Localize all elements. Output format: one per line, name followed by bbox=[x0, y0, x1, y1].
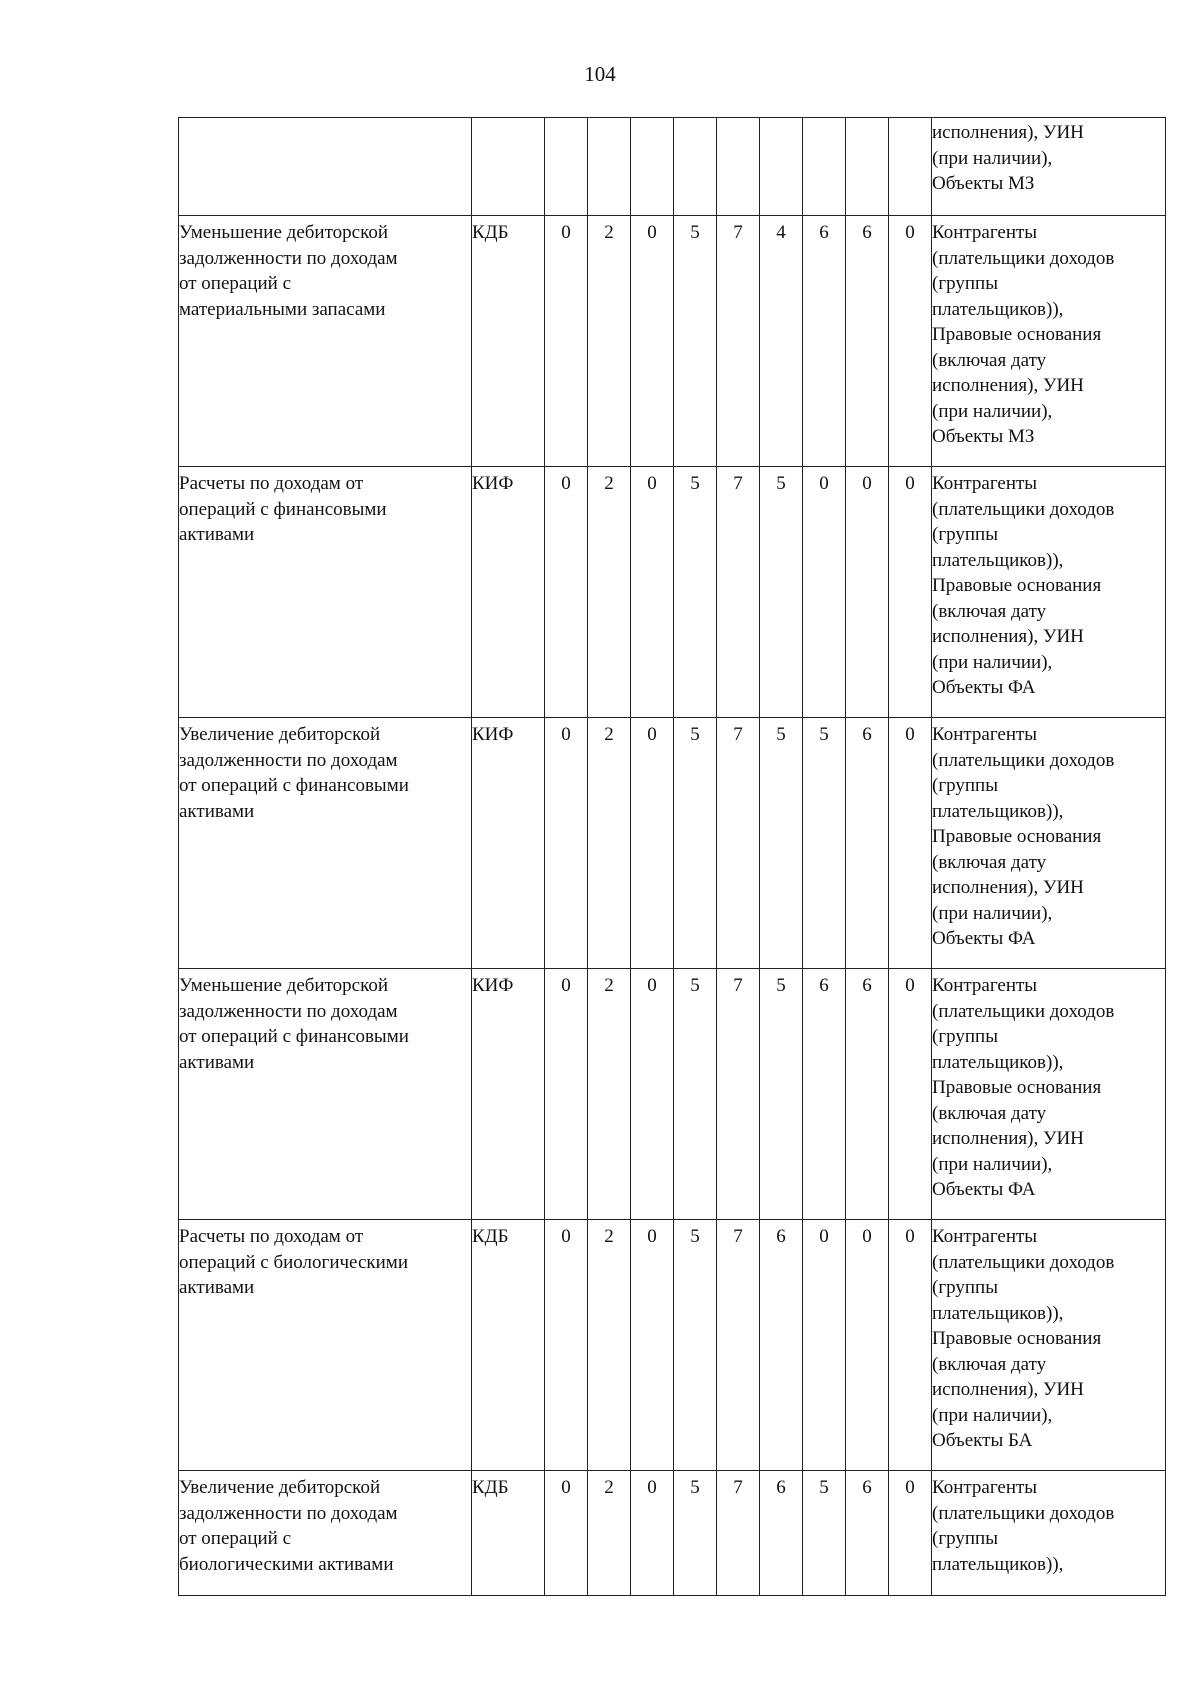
digit-cell: 6 bbox=[846, 216, 889, 467]
digit-cell: 5 bbox=[760, 969, 803, 1220]
digit-cell: 5 bbox=[674, 467, 717, 718]
digit-cell: 5 bbox=[674, 969, 717, 1220]
name-line: Расчеты по доходам от bbox=[179, 473, 364, 494]
digit-cell bbox=[760, 118, 803, 216]
name-cell bbox=[179, 718, 472, 969]
name-line: активами bbox=[179, 1051, 255, 1073]
table-row bbox=[179, 467, 1166, 718]
table-row bbox=[179, 969, 1166, 1220]
code-type-cell: КДБ bbox=[472, 1220, 545, 1471]
name-line: Расчеты по доходам от bbox=[179, 1226, 364, 1247]
digit-cell bbox=[674, 118, 717, 216]
name-line: от операций с финансовыми bbox=[179, 775, 409, 796]
digit-cell bbox=[803, 118, 846, 216]
analytics-line: (плательщики доходов bbox=[932, 1502, 1115, 1524]
digit-cell: 0 bbox=[631, 1471, 674, 1596]
analytics-line: Правовые основания bbox=[932, 575, 1102, 596]
accounts-table bbox=[178, 117, 1166, 1596]
digit-cell: 5 bbox=[674, 216, 717, 467]
analytics-line: (при наличии), bbox=[932, 147, 1053, 169]
code-type-cell: КИФ bbox=[472, 969, 545, 1220]
digit-cell: 5 bbox=[674, 718, 717, 969]
digit-cell: 0 bbox=[545, 1220, 588, 1471]
digit-cell: 2 bbox=[588, 216, 631, 467]
analytics-line: Контрагенты bbox=[932, 473, 1038, 494]
digit-cell bbox=[717, 118, 760, 216]
digit-cell: 0 bbox=[545, 718, 588, 969]
analytics-line: Объекты ФА bbox=[932, 928, 1036, 949]
digit-cell: 5 bbox=[803, 1471, 846, 1596]
digit-cell: 6 bbox=[846, 718, 889, 969]
digit-cell: 0 bbox=[803, 1220, 846, 1471]
digit-cell bbox=[889, 118, 932, 216]
analytics-line: Объекты ФА bbox=[932, 677, 1036, 698]
table-row bbox=[179, 216, 1166, 467]
name-line: Уменьшение дебиторской bbox=[179, 222, 389, 243]
digit-cell: 0 bbox=[803, 467, 846, 718]
analytics-cell bbox=[932, 118, 1166, 216]
table-row bbox=[179, 1220, 1166, 1471]
analytics-line: (при наличии), bbox=[932, 400, 1053, 422]
table-body bbox=[179, 118, 1166, 1596]
analytics-line: (плательщики доходов bbox=[932, 247, 1115, 269]
analytics-line: плательщиков)), bbox=[932, 1553, 1064, 1575]
analytics-line: Контрагенты bbox=[932, 1477, 1038, 1498]
digit-cell bbox=[588, 118, 631, 216]
analytics-line: плательщиков)), bbox=[932, 298, 1064, 320]
analytics-line: Объекты МЗ bbox=[932, 426, 1035, 447]
digit-cell: 0 bbox=[631, 1220, 674, 1471]
digit-cell bbox=[631, 118, 674, 216]
digit-cell: 4 bbox=[760, 216, 803, 467]
analytics-line: (группы bbox=[932, 775, 998, 796]
digit-cell: 0 bbox=[545, 1471, 588, 1596]
name-line: задолженности по доходам bbox=[179, 749, 398, 771]
analytics-line: Правовые основания bbox=[932, 1328, 1102, 1349]
analytics-line: исполнения), УИН bbox=[932, 122, 1084, 143]
analytics-line: (включая дату bbox=[932, 851, 1047, 873]
digit-cell: 5 bbox=[803, 718, 846, 969]
analytics-line: (включая дату bbox=[932, 1102, 1047, 1124]
analytics-line: (группы bbox=[932, 273, 998, 294]
name-line: от операций с bbox=[179, 1528, 292, 1549]
analytics-line: (включая дату bbox=[932, 600, 1047, 622]
digit-cell: 2 bbox=[588, 1220, 631, 1471]
name-line: операций с финансовыми bbox=[179, 498, 387, 520]
name-line: активами bbox=[179, 524, 255, 545]
analytics-line: Контрагенты bbox=[932, 1226, 1038, 1247]
digit-cell: 0 bbox=[889, 1471, 932, 1596]
digit-cell: 6 bbox=[803, 216, 846, 467]
name-line: материальными запасами bbox=[179, 298, 386, 320]
code-type-cell bbox=[472, 118, 545, 216]
analytics-cell bbox=[932, 718, 1166, 969]
digit-cell bbox=[846, 118, 889, 216]
analytics-line: Объекты БА bbox=[932, 1430, 1033, 1451]
code-type-cell: КДБ bbox=[472, 216, 545, 467]
digit-cell: 0 bbox=[631, 216, 674, 467]
analytics-line: исполнения), УИН bbox=[932, 1379, 1084, 1400]
digit-cell: 5 bbox=[760, 467, 803, 718]
table-row bbox=[179, 718, 1166, 969]
name-cell bbox=[179, 118, 472, 216]
digit-cell: 6 bbox=[760, 1220, 803, 1471]
page-number: 104 bbox=[584, 62, 616, 86]
analytics-line: плательщиков)), bbox=[932, 1302, 1064, 1324]
code-type-cell: КИФ bbox=[472, 718, 545, 969]
analytics-cell bbox=[932, 1471, 1166, 1596]
digit-cell: 7 bbox=[717, 1220, 760, 1471]
digit-cell bbox=[545, 118, 588, 216]
analytics-line: (плательщики доходов bbox=[932, 749, 1115, 771]
digit-cell: 6 bbox=[846, 1471, 889, 1596]
analytics-cell bbox=[932, 467, 1166, 718]
name-cell bbox=[179, 969, 472, 1220]
analytics-line: Контрагенты bbox=[932, 975, 1038, 996]
analytics-line: плательщиков)), bbox=[932, 549, 1064, 571]
name-line: Увеличение дебиторской bbox=[179, 724, 381, 745]
digit-cell: 7 bbox=[717, 1471, 760, 1596]
analytics-line: исполнения), УИН bbox=[932, 1128, 1084, 1149]
analytics-line: (группы bbox=[932, 1026, 998, 1047]
name-cell bbox=[179, 1471, 472, 1596]
name-line: активами bbox=[179, 800, 255, 822]
digit-cell: 0 bbox=[631, 718, 674, 969]
digit-cell: 7 bbox=[717, 467, 760, 718]
code-type-cell: КИФ bbox=[472, 467, 545, 718]
analytics-line: (при наличии), bbox=[932, 902, 1053, 924]
digit-cell: 2 bbox=[588, 718, 631, 969]
digit-cell: 0 bbox=[889, 216, 932, 467]
analytics-line: (группы bbox=[932, 524, 998, 545]
analytics-cell bbox=[932, 969, 1166, 1220]
analytics-line: Правовые основания bbox=[932, 1077, 1102, 1098]
digit-cell: 0 bbox=[545, 969, 588, 1220]
analytics-line: Контрагенты bbox=[932, 222, 1038, 243]
analytics-line: (плательщики доходов bbox=[932, 498, 1115, 520]
name-line: от операций с финансовыми bbox=[179, 1026, 409, 1047]
analytics-line: Правовые основания bbox=[932, 324, 1102, 345]
digit-cell: 0 bbox=[846, 467, 889, 718]
analytics-line: (группы bbox=[932, 1528, 998, 1549]
name-line: операций с биологическими bbox=[179, 1251, 408, 1273]
analytics-line: (при наличии), bbox=[932, 651, 1053, 673]
name-line: задолженности по доходам bbox=[179, 1502, 398, 1524]
digit-cell: 6 bbox=[803, 969, 846, 1220]
name-line: задолженности по доходам bbox=[179, 1000, 398, 1022]
analytics-line: Объекты ФА bbox=[932, 1179, 1036, 1200]
name-line: активами bbox=[179, 1277, 255, 1298]
name-cell bbox=[179, 216, 472, 467]
analytics-line: (плательщики доходов bbox=[932, 1000, 1115, 1022]
digit-cell: 0 bbox=[846, 1220, 889, 1471]
analytics-line: Контрагенты bbox=[932, 724, 1038, 745]
name-cell bbox=[179, 467, 472, 718]
digit-cell: 5 bbox=[674, 1220, 717, 1471]
digit-cell: 0 bbox=[631, 467, 674, 718]
analytics-line: Правовые основания bbox=[932, 826, 1102, 847]
name-cell bbox=[179, 1220, 472, 1471]
analytics-cell bbox=[932, 1220, 1166, 1471]
analytics-line: (при наличии), bbox=[932, 1153, 1053, 1175]
name-line: Уменьшение дебиторской bbox=[179, 975, 389, 996]
table-row-continuation bbox=[179, 118, 1166, 216]
digit-cell: 7 bbox=[717, 718, 760, 969]
analytics-line: (плательщики доходов bbox=[932, 1251, 1115, 1273]
analytics-line: (включая дату bbox=[932, 349, 1047, 371]
name-line: задолженности по доходам bbox=[179, 247, 398, 269]
analytics-line: Объекты МЗ bbox=[932, 173, 1035, 194]
digit-cell: 0 bbox=[889, 969, 932, 1220]
table-row bbox=[179, 1471, 1166, 1596]
name-line: Увеличение дебиторской bbox=[179, 1477, 381, 1498]
digit-cell: 0 bbox=[545, 216, 588, 467]
digit-cell: 7 bbox=[717, 216, 760, 467]
digit-cell: 2 bbox=[588, 969, 631, 1220]
digit-cell: 2 bbox=[588, 467, 631, 718]
digit-cell: 2 bbox=[588, 1471, 631, 1596]
name-line: биологическими активами bbox=[179, 1553, 394, 1575]
digit-cell: 5 bbox=[674, 1471, 717, 1596]
digit-cell: 0 bbox=[889, 467, 932, 718]
name-line: от операций с bbox=[179, 273, 292, 294]
analytics-line: (включая дату bbox=[932, 1353, 1047, 1375]
analytics-line: исполнения), УИН bbox=[932, 375, 1084, 396]
analytics-line: исполнения), УИН bbox=[932, 626, 1084, 647]
analytics-cell bbox=[932, 216, 1166, 467]
digit-cell: 7 bbox=[717, 969, 760, 1220]
digit-cell: 0 bbox=[889, 1220, 932, 1471]
analytics-line: (группы bbox=[932, 1277, 998, 1298]
digit-cell: 0 bbox=[889, 718, 932, 969]
digit-cell: 5 bbox=[760, 718, 803, 969]
digit-cell: 0 bbox=[545, 467, 588, 718]
digit-cell: 6 bbox=[846, 969, 889, 1220]
analytics-line: (при наличии), bbox=[932, 1404, 1053, 1426]
digit-cell: 6 bbox=[760, 1471, 803, 1596]
analytics-line: исполнения), УИН bbox=[932, 877, 1084, 898]
code-type-cell: КДБ bbox=[472, 1471, 545, 1596]
analytics-line: плательщиков)), bbox=[932, 1051, 1064, 1073]
analytics-line: плательщиков)), bbox=[932, 800, 1064, 822]
digit-cell: 0 bbox=[631, 969, 674, 1220]
